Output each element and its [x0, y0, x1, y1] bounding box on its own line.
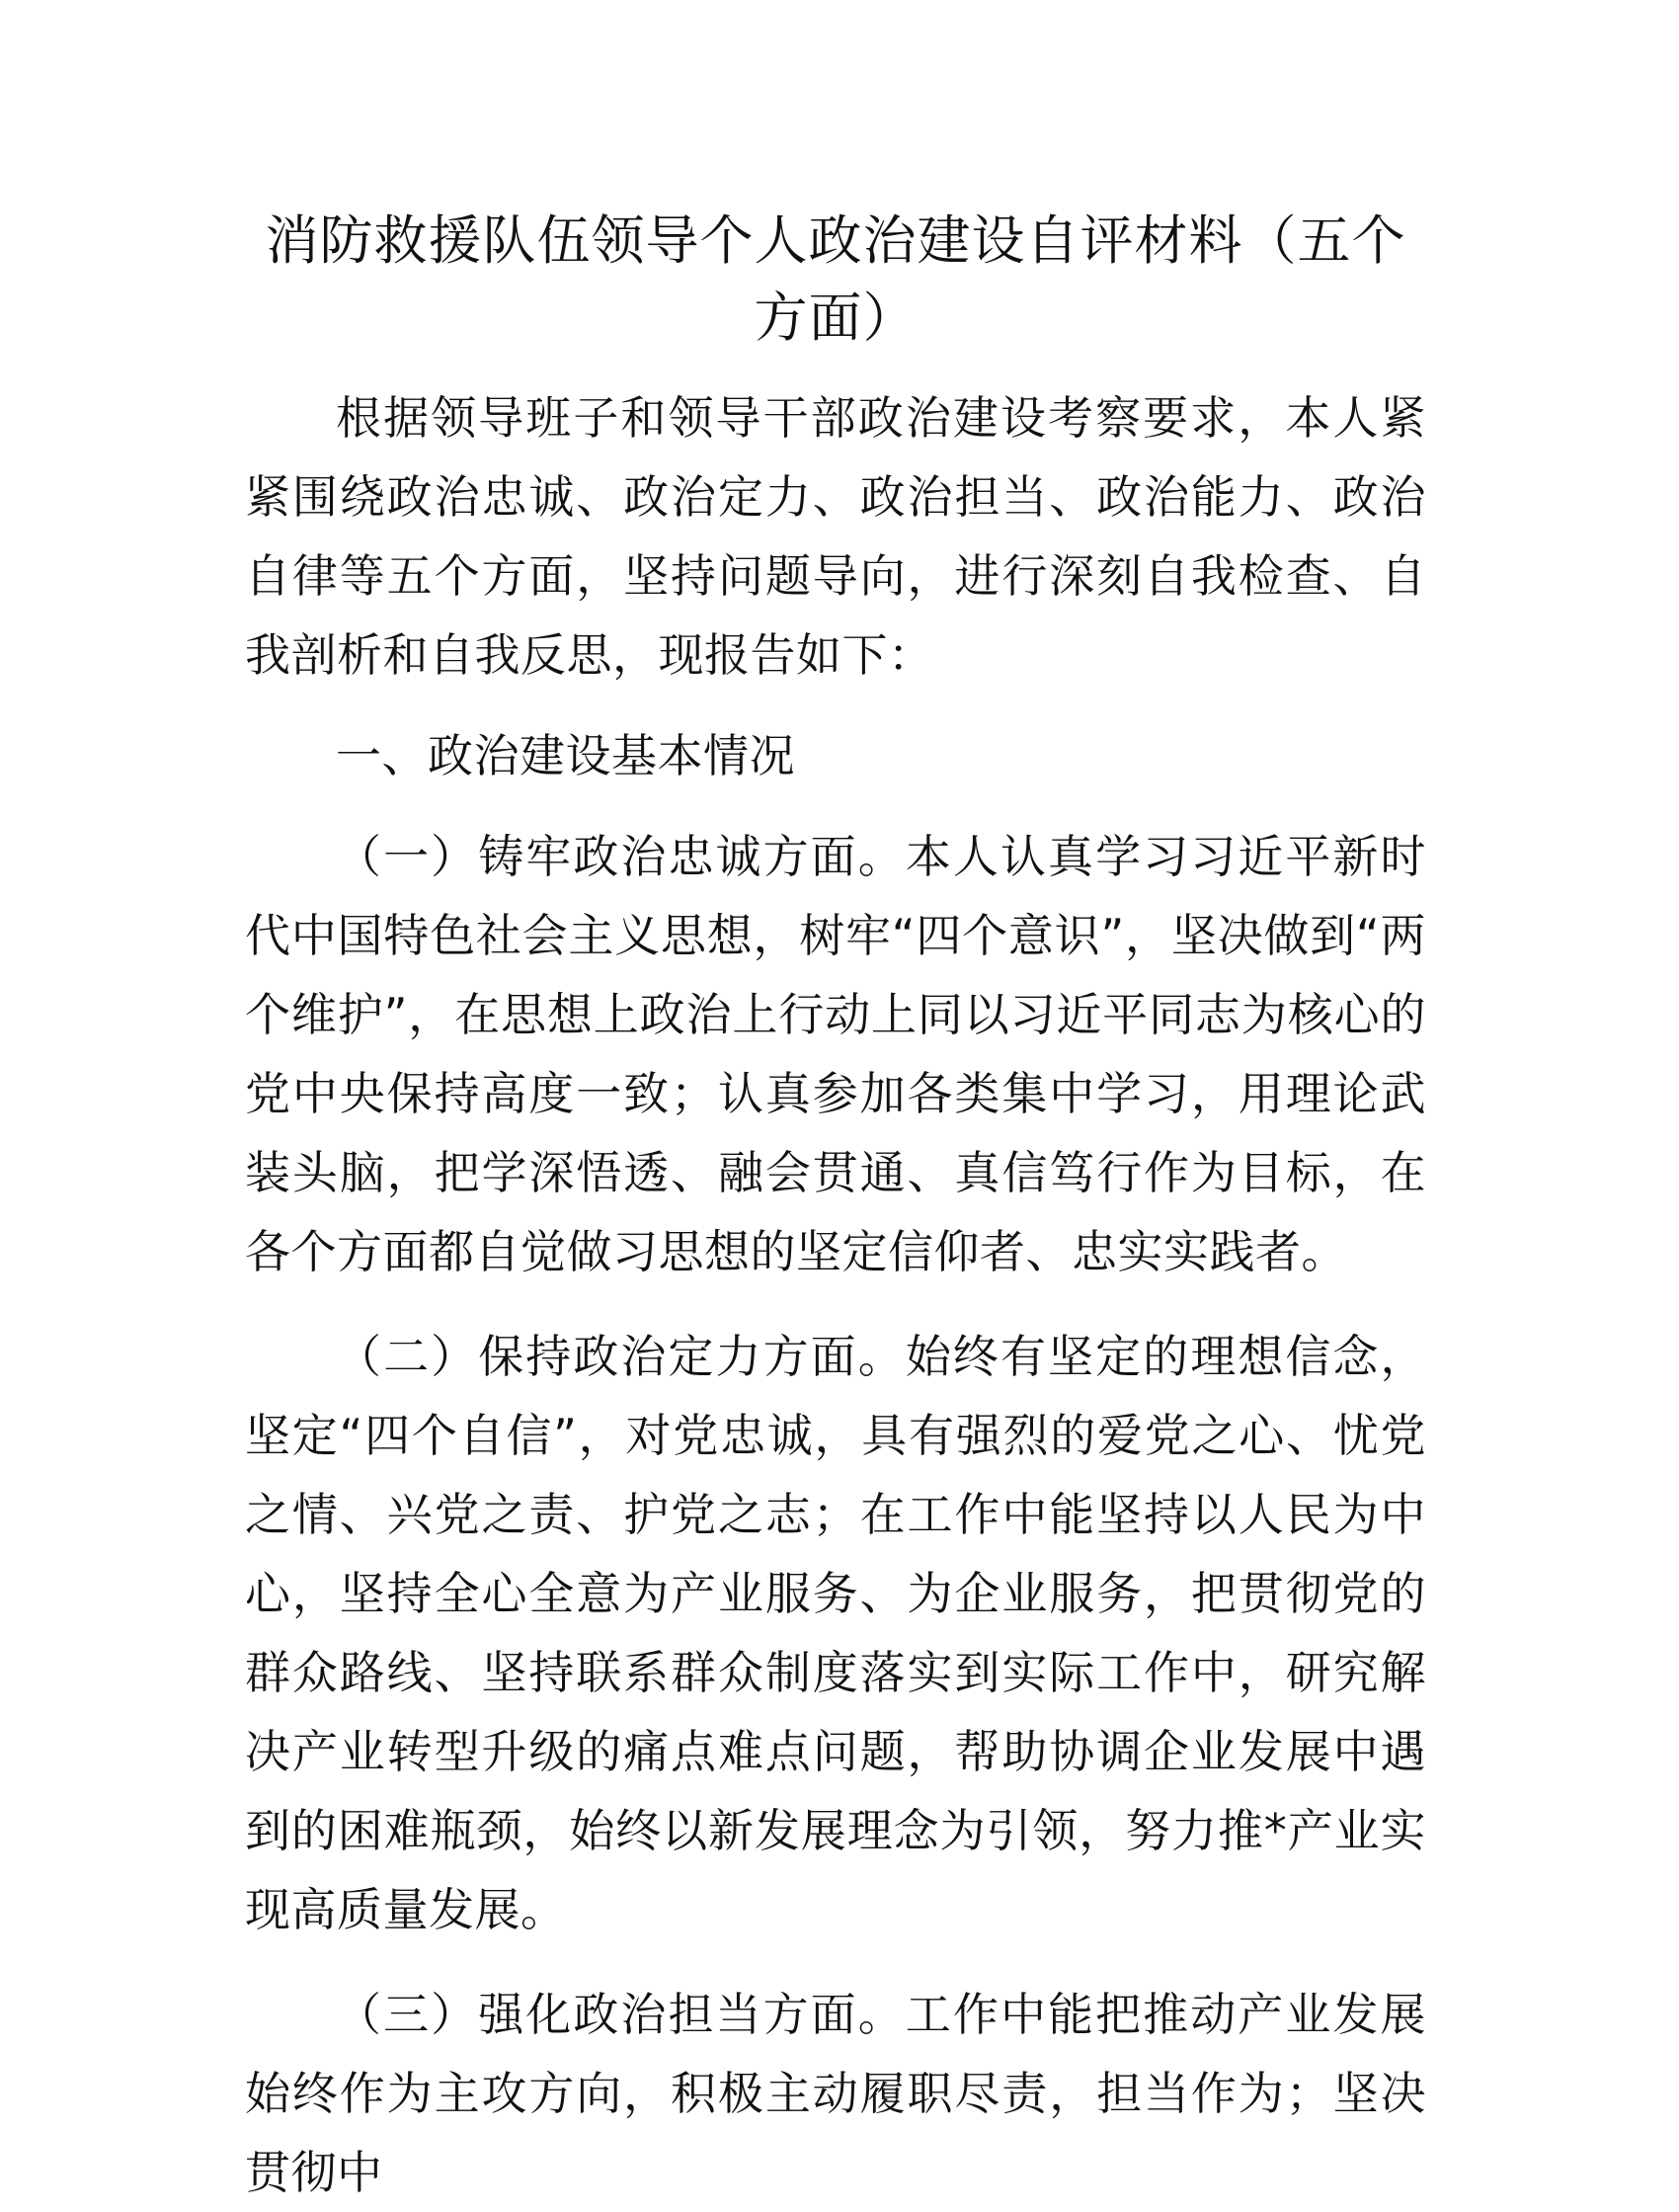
- document-body: [245, 203, 1426, 2212]
- document-title: 消防救援队伍领导个人政治建设自评材料（五个方面）: [265, 209, 1406, 349]
- section-paragraph-1: （一）铸牢政治忠诚方面。本人认真学习习近平新时代中国特色社会主义思想，树牢“四个意识”，坚决做到“两个维护”，在思想上政治上行动上同以习近平同志为核心的党中央保持高度一致；认真参加各类集中学习，用理论武装头脑，把学深悟透、融会贯通、真信笃行作为目标，在各个方面都自觉做习思想的坚定信仰者、忠实实践者。: [245, 830, 1426, 1278]
- intro-paragraph: 根据领导班子和领导干部政治建设考察要求，本人紧紧围绕政治忠诚、政治定力、政治担当、政治能力、政治自律等五个方面，坚持问题导向，进行深刻自我检查、自我剖析和自我反思，现报告如下：: [245, 391, 1426, 682]
- section-paragraph-3: （三）强化政治担当方面。工作中能把推动产业发展始终作为主攻方向，积极主动履职尽责，担当作为；坚决贯彻中: [245, 1988, 1426, 2199]
- section-heading: 一、政治建设基本情况: [336, 729, 795, 782]
- section-paragraph-2: （二）保持政治定力方面。始终有坚定的理想信念，坚定“四个自信”，对党忠诚，具有强烈的爱党之心、忧党之情、兴党之责、护党之志；在工作中能坚持以人民为中心，坚持全心全意为产业服务、为企业服务，把贯彻党的群众路线、坚持联系群众制度落实到实际工作中，研究解决产业转型升级的痛点难点问题，帮助协调企业发展中遇到的困难瓶颈，始终以新发展理念为引领，努力推*产业实现高质量发展。: [245, 1330, 1426, 1936]
